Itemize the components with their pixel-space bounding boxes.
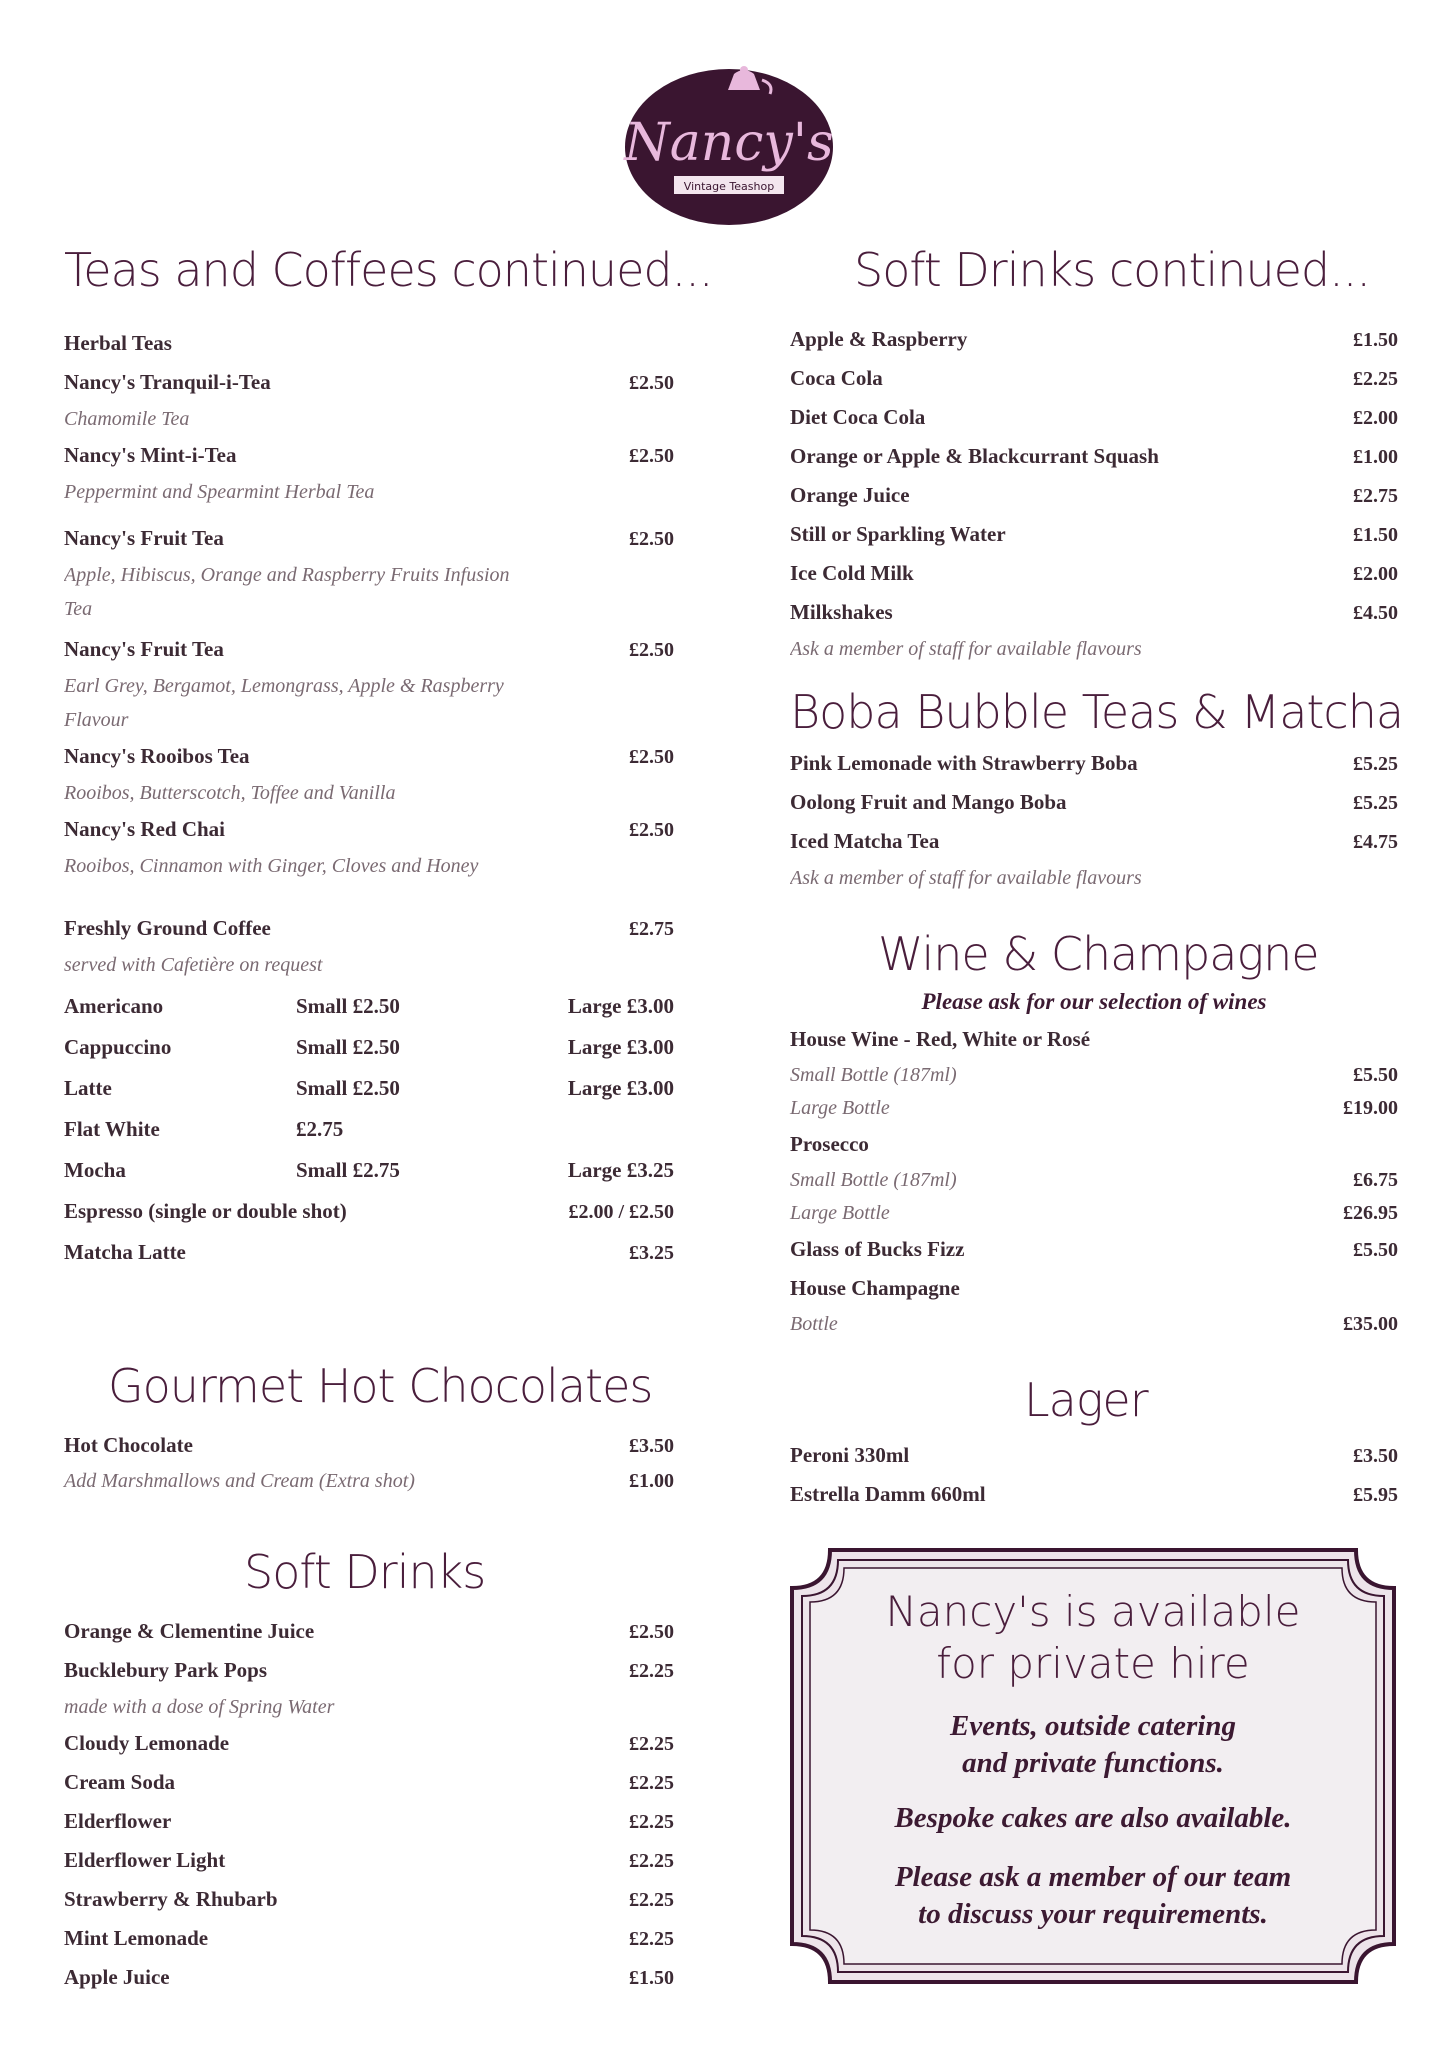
menu-item: Nancy's Rooibos Tea £2.50	[64, 744, 674, 768]
section-title: Boba Bubble Teas & Matcha	[790, 685, 1404, 739]
menu-item: Cloudy Lemonade £2.25	[64, 1731, 674, 1755]
logo-tagline: Vintage Teashop	[683, 180, 775, 193]
menu-item-option: Small Bottle (187ml) £6.75	[790, 1169, 1398, 1191]
menu-item: Milkshakes £4.50	[790, 600, 1398, 624]
item-description: Ask a member of staff for available flavours	[790, 638, 1142, 660]
coffee-row: Cappuccino Small £2.50 Large £3.00	[64, 1035, 674, 1059]
menu-item: Freshly Ground Coffee £2.75	[64, 916, 674, 940]
menu-item: Nancy's Mint-i-Tea £2.50	[64, 443, 674, 467]
menu-item: Peroni 330ml £3.50	[790, 1443, 1398, 1467]
item-description: made with a dose of Spring Water	[64, 1696, 335, 1718]
item-description: served with Cafetière on request	[64, 954, 323, 976]
menu-item: Elderflower £2.25	[64, 1809, 674, 1833]
menu-item-option: Large Bottle £26.95	[790, 1202, 1398, 1224]
hire-line: Events, outside catering	[950, 1710, 1236, 1742]
item-description: Rooibos, Butterscotch, Toffee and Vanilla	[64, 782, 396, 804]
private-hire-panel	[790, 1548, 1396, 1984]
coffee-row: Latte Small £2.50 Large £3.00	[64, 1076, 674, 1100]
menu-item-option: Small Bottle (187ml) £5.50	[790, 1064, 1398, 1086]
menu-item-option: Bottle £35.00	[790, 1313, 1398, 1335]
menu-item: Diet Coca Cola £2.00	[790, 405, 1398, 429]
coffee-row: Mocha Small £2.75 Large £3.25	[64, 1158, 674, 1182]
herbal-teas-heading: Herbal Teas	[64, 331, 172, 355]
menu-item: Espresso (single or double shot) £2.00 / £2.50	[64, 1199, 674, 1223]
boba-section	[790, 682, 1404, 895]
menu-item: Pink Lemonade with Strawberry Boba £5.25	[790, 751, 1398, 775]
menu-item: Orange & Clementine Juice £2.50	[64, 1619, 674, 1643]
item-description: Flavour	[64, 709, 129, 731]
menu-item: Strawberry & Rhubarb £2.25	[64, 1887, 674, 1911]
section-title: Teas and Coffees continued...	[64, 243, 713, 297]
lager-section	[790, 1370, 1398, 1514]
menu-item: Mint Lemonade £2.25	[64, 1926, 674, 1950]
wine-subtitle: Please ask for our selection of wines	[921, 989, 1267, 1014]
menu-item: Oolong Fruit and Mango Boba £5.25	[790, 790, 1398, 814]
soft-drinks-section	[64, 1542, 674, 1997]
item-description: Tea	[64, 598, 93, 620]
menu-item: Orange or Apple & Blackcurrant Squash £1.00	[790, 444, 1398, 468]
hire-line: and private functions.	[962, 1747, 1224, 1779]
section-title: Wine & Champagne	[878, 927, 1319, 981]
menu-item-option: Large Bottle £19.00	[790, 1097, 1398, 1119]
section-title: Lager	[1024, 1373, 1148, 1427]
menu-item: Nancy's Red Chai £2.50	[64, 817, 674, 841]
menu-item: Coca Cola £2.25	[790, 366, 1398, 390]
menu-item: Nancy's Tranquil-i-Tea £2.50	[64, 370, 674, 394]
menu-item: Nancy's Fruit Tea £2.50	[64, 637, 674, 661]
menu-item: Glass of Bucks Fizz £5.50	[790, 1237, 1398, 1261]
hire-line: Please ask a member of our team	[894, 1861, 1292, 1893]
hot-chocolates-section	[64, 1356, 674, 1498]
menu-item: Apple & Raspberry £1.50	[790, 327, 1398, 351]
menu-item: Hot Chocolate £3.50	[64, 1433, 674, 1457]
menu-item: Bucklebury Park Pops £2.25	[64, 1658, 674, 1682]
menu-item: Iced Matcha Tea £4.75	[790, 829, 1398, 853]
menu-item: House Wine - Red, White or Rosé	[790, 1027, 1091, 1051]
menu-item: Matcha Latte £3.25	[64, 1240, 674, 1264]
item-description: Earl Grey, Bergamot, Lemongrass, Apple & Raspberry	[64, 675, 504, 697]
menu-item-extra: Add Marshmallows and Cream (Extra shot) £1.00	[64, 1470, 674, 1492]
menu-item: Elderflower Light £2.25	[64, 1848, 674, 1872]
item-description: Apple, Hibiscus, Orange and Raspberry Fruits Infusion	[64, 564, 510, 586]
menu-item: House Champagne	[790, 1276, 960, 1300]
menu-item: Still or Sparkling Water £1.50	[790, 522, 1398, 546]
coffee-row: Flat White £2.75	[64, 1117, 344, 1141]
menu-item: Prosecco	[790, 1132, 869, 1156]
logo-name: Nancy's	[624, 113, 834, 173]
soft-drinks-continued-section	[790, 240, 1398, 666]
menu-item: Ice Cold Milk £2.00	[790, 561, 1398, 585]
hire-line: Bespoke cakes are also available.	[894, 1802, 1292, 1834]
section-title: Gourmet Hot Chocolates	[108, 1359, 653, 1413]
menu-item: Nancy's Fruit Tea £2.50	[64, 526, 674, 550]
menu-item: Cream Soda £2.25	[64, 1770, 674, 1794]
item-description: Rooibos, Cinnamon with Ginger, Cloves and Honey	[64, 855, 479, 877]
menu-item: Estrella Damm 660ml £5.95	[790, 1482, 1398, 1506]
hire-line: to discuss your requirements.	[918, 1898, 1268, 1930]
menu-item: Apple Juice £1.50	[64, 1965, 674, 1989]
hire-title-line-1: Nancy's is available	[885, 1587, 1301, 1636]
section-title: Soft Drinks continued...	[854, 243, 1370, 297]
section-title: Soft Drinks	[244, 1545, 486, 1599]
coffee-row: Americano Small £2.50 Large £3.00	[64, 994, 674, 1018]
menu-item: Orange Juice £2.75	[790, 483, 1398, 507]
nancys-logo	[622, 60, 836, 226]
item-description: Peppermint and Spearmint Herbal Tea	[64, 481, 375, 503]
wine-section	[790, 924, 1398, 1341]
item-description: Ask a member of staff for available flavours	[790, 867, 1142, 889]
item-description: Chamomile Tea	[64, 408, 190, 430]
teas-coffees-section	[64, 240, 713, 1273]
hire-title-line-2: for private hire	[936, 1639, 1250, 1688]
